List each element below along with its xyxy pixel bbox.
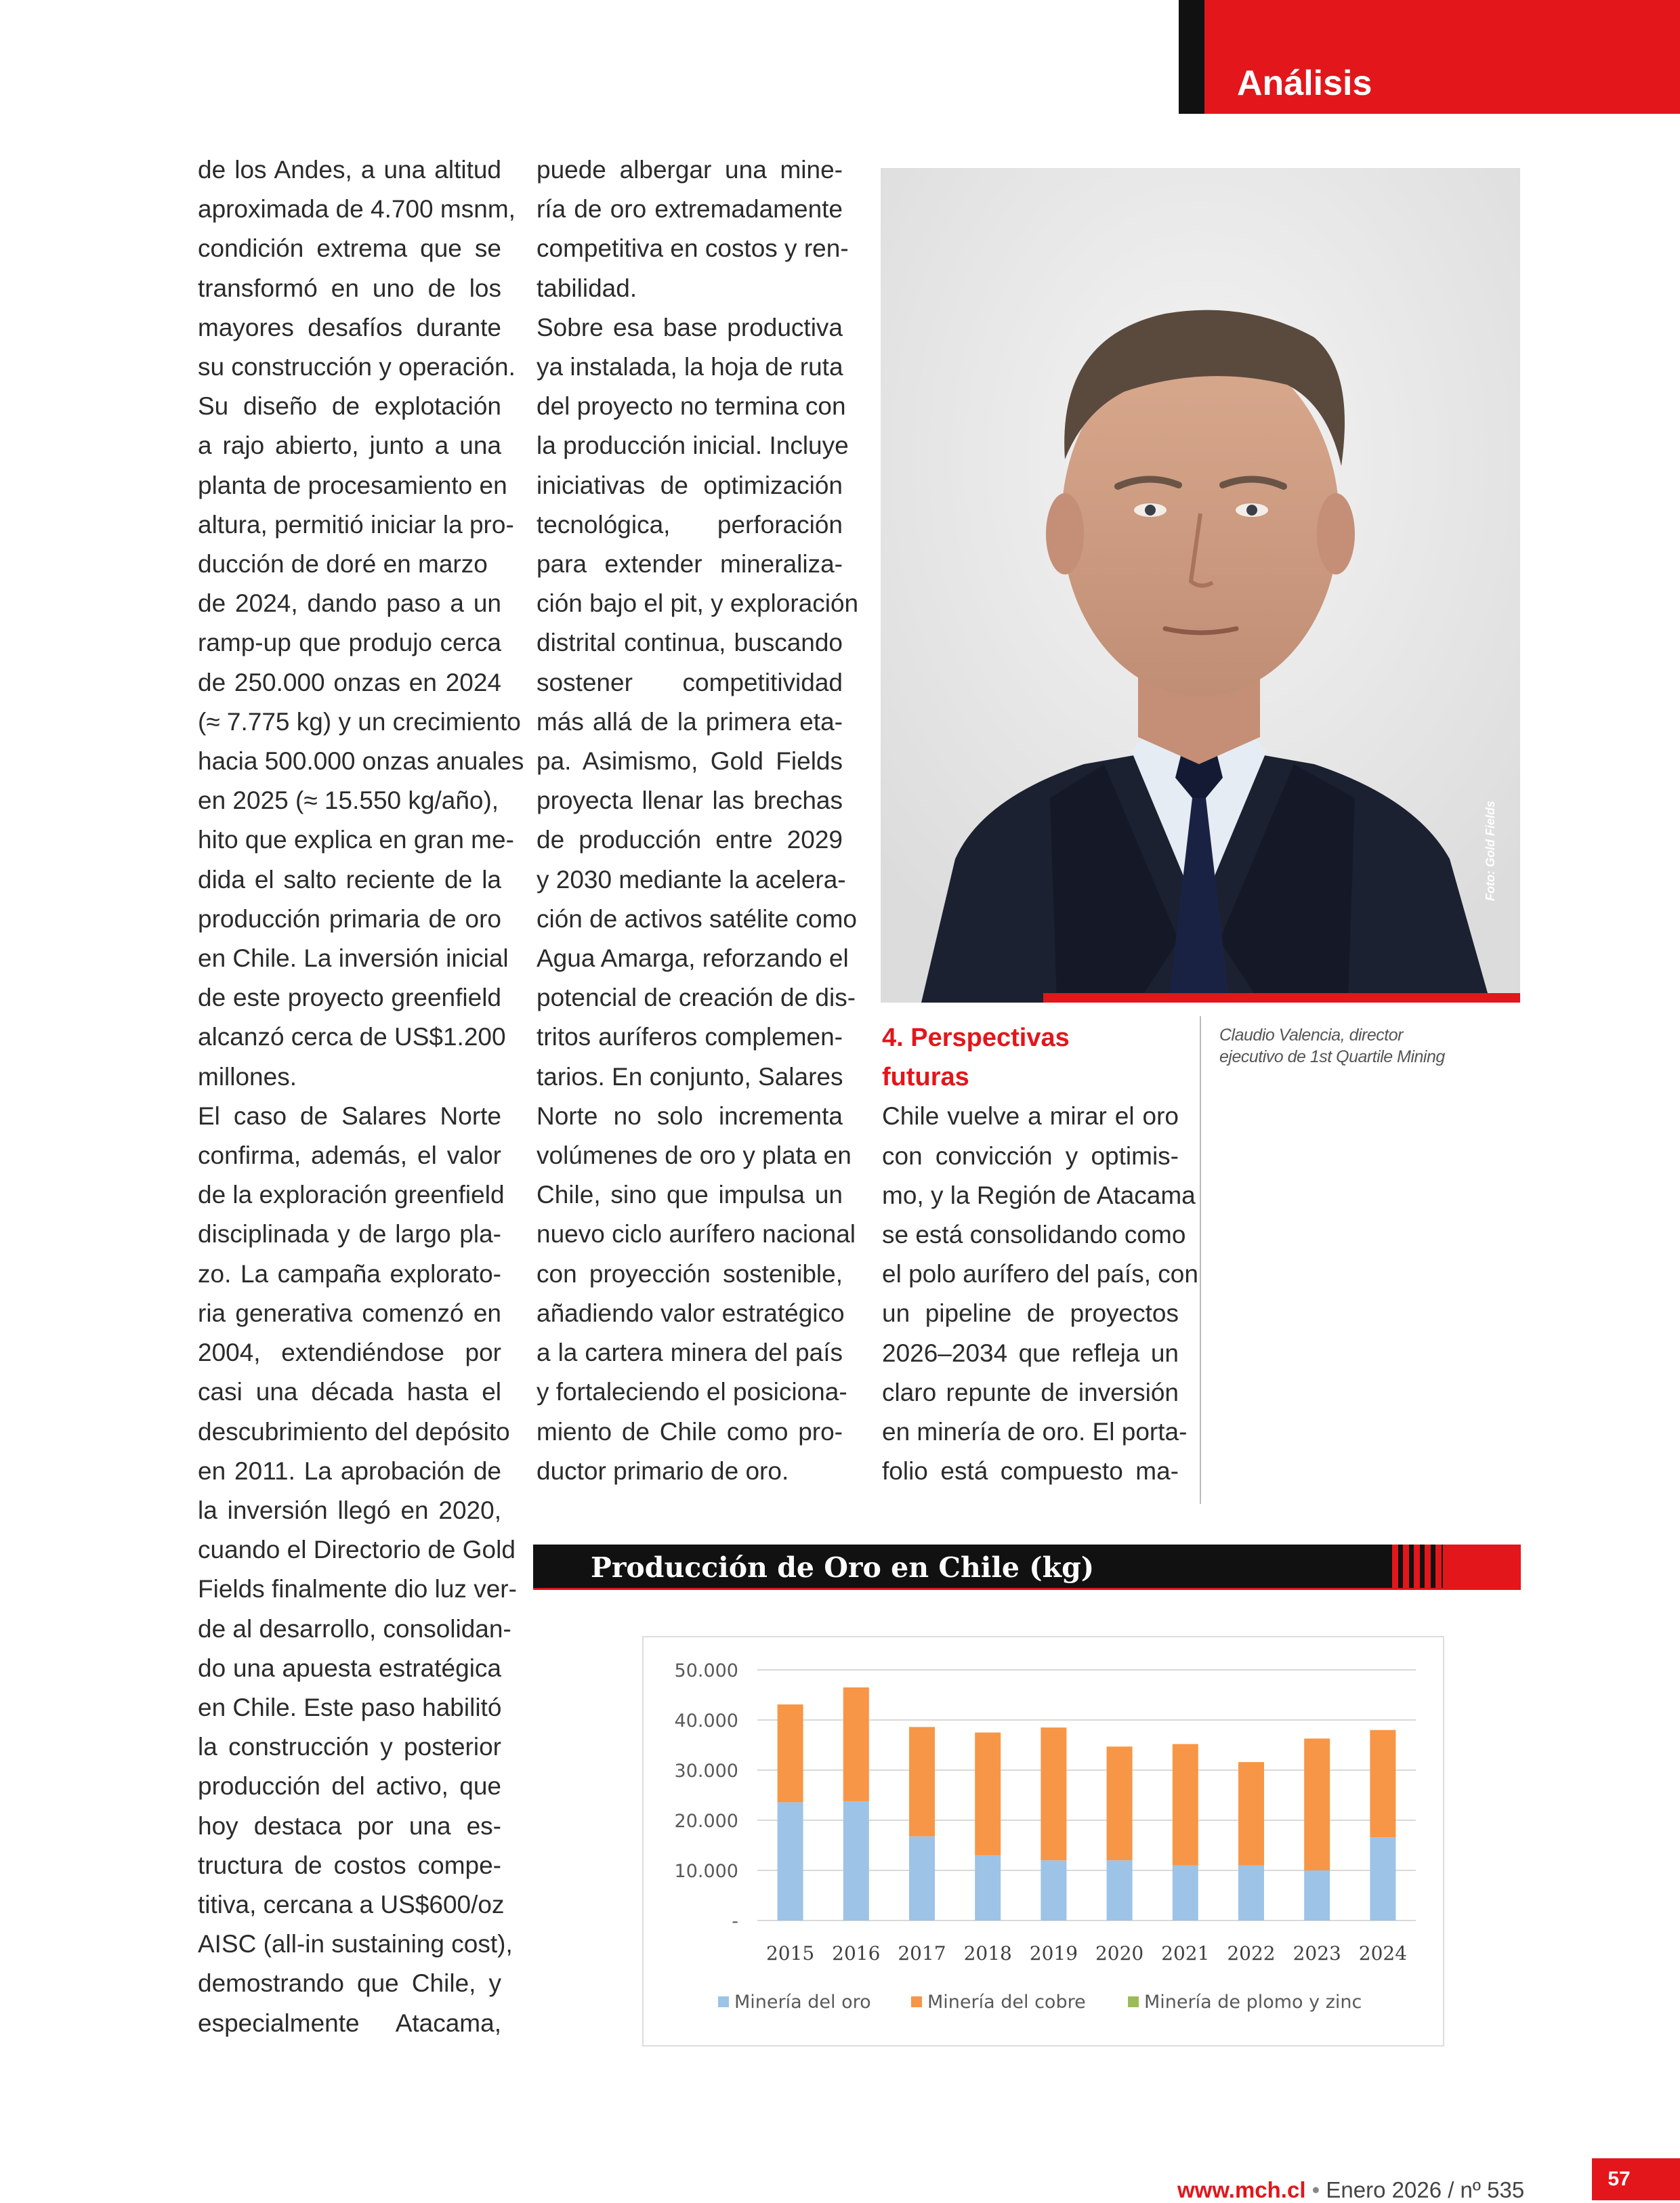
text-line: distrital continua, buscando	[537, 629, 843, 657]
text-line: Chile vuelve a mirar el oro	[882, 1102, 1179, 1131]
text-line: hoy destaca por una es-	[198, 1811, 501, 1840]
text-line: dida el salto reciente de la	[198, 865, 501, 894]
bar-segment	[843, 1801, 869, 1921]
bar-segment	[1238, 1866, 1264, 1921]
text-line: hito que explica en gran me-	[198, 826, 514, 854]
text-line: casi una década hasta el	[198, 1378, 501, 1406]
text-line: Sobre esa base productiva	[537, 313, 843, 341]
text-line: planta de procesamiento en	[198, 471, 507, 499]
footer-info	[1177, 2177, 1524, 2203]
text-line: ria generativa comenzó en	[198, 1299, 501, 1327]
caption-line: Claudio Valencia, director	[1219, 1026, 1403, 1045]
x-tick-label: 2021	[1161, 1942, 1210, 1965]
legend-swatch	[911, 1996, 922, 2007]
text-line: (≈ 7.775 kg) y un crecimiento	[198, 707, 521, 736]
text-line: de 2024, dando paso a un	[198, 589, 501, 618]
text-line: nuevo ciclo aurífero nacional	[537, 1220, 856, 1249]
bar-segment	[1173, 1744, 1198, 1866]
article-column-2	[537, 150, 859, 1491]
bar-segment	[1107, 1746, 1133, 1860]
text-line: ción de activos satélite como	[537, 904, 858, 933]
caption-line: ejecutivo de 1st Quartile Mining	[1219, 1047, 1445, 1066]
chart-header-accent	[1443, 1545, 1521, 1589]
text-line: en 2011. La aprobación de	[198, 1456, 501, 1485]
text-line: en 2025 (≈ 15.550 kg/año),	[198, 786, 499, 815]
text-line: AISC (all-in sustaining cost),	[198, 1930, 513, 1958]
text-line: millones.	[198, 1062, 297, 1091]
section-heading: 4. Perspectivas	[882, 1024, 1070, 1052]
text-line: claro repunte de inversión	[882, 1378, 1179, 1406]
text-line: aproximada de 4.700 msnm,	[198, 195, 516, 224]
caption-divider	[1200, 1016, 1201, 1504]
text-line: la inversión llegó en 2020,	[198, 1496, 501, 1524]
text-line: de al desarrollo, consolidan-	[198, 1614, 511, 1643]
section-heading: futuras	[882, 1063, 969, 1092]
bar-segment	[1370, 1730, 1395, 1837]
text-line: disciplinada y de largo pla-	[198, 1220, 501, 1249]
text-line: hacia 500.000 onzas anuales	[198, 747, 524, 776]
text-line: 2004, extendiéndose por	[198, 1339, 501, 1367]
text-line: se está consolidando como	[882, 1221, 1186, 1249]
footer-issue: Enero 2026 / nº 535	[1326, 2177, 1525, 2202]
text-line: volúmenes de oro y plata en	[537, 1141, 852, 1170]
text-line: condición extrema que se	[198, 234, 501, 263]
text-line: con convicción y optimis-	[882, 1141, 1179, 1170]
legend-label: Minería del cobre	[927, 1992, 1086, 2013]
bar-segment	[909, 1727, 935, 1836]
text-line: ramp-up que produjo cerca	[198, 629, 501, 657]
text-line: con proyección sostenible,	[537, 1259, 843, 1288]
footer-separator: •	[1311, 2177, 1320, 2202]
footer-url[interactable]: www.mch.cl	[1177, 2177, 1306, 2202]
text-line: un pipeline de proyectos	[882, 1299, 1179, 1328]
text-line: transformó en uno de los	[198, 274, 501, 302]
text-line: mayores desafíos durante	[198, 313, 501, 341]
bar-segment	[975, 1855, 1001, 1921]
chart-header-stripes	[1392, 1545, 1443, 1589]
bar-segment	[843, 1687, 869, 1801]
bar-segment	[778, 1704, 803, 1802]
text-line: a la cartera minera del país	[537, 1339, 843, 1367]
text-line: sostener competitividad	[537, 668, 843, 696]
text-line: ductor primario de oro.	[537, 1456, 789, 1485]
text-line: ción bajo el pit, y exploración	[537, 589, 859, 618]
text-line: Chile, sino que impulsa un	[537, 1181, 843, 1209]
text-line: Su diseño de explotación	[198, 392, 501, 421]
text-line: 2026–2034 que refleja un	[882, 1339, 1179, 1367]
text-line: miento de Chile como pro-	[537, 1417, 843, 1446]
legend-label: Minería de plomo y zinc	[1144, 1992, 1362, 2013]
text-line: Fields finalmente dio luz ver-	[198, 1575, 517, 1603]
text-line: tritos auríferos complemen-	[537, 1023, 843, 1051]
text-line: cuando el Directorio de Gold	[198, 1536, 516, 1564]
text-line: para extender mineraliza-	[537, 550, 843, 579]
text-line: ya instalada, la hoja de ruta	[537, 353, 843, 381]
x-tick-label: 2015	[765, 1942, 815, 1965]
x-tick-label: 2023	[1293, 1942, 1341, 1965]
article-column-1	[198, 150, 524, 2043]
photo-credit: Foto: Gold Fields	[1484, 801, 1497, 901]
text-line: titiva, cercana a US$600/oz	[198, 1890, 505, 1918]
article-column-3	[882, 1018, 1198, 1491]
text-line: la producción inicial. Incluye	[537, 432, 849, 460]
text-line: competitiva en costos y ren-	[537, 234, 849, 263]
text-line: confirma, además, el valor	[198, 1141, 501, 1170]
y-tick-label: 30.000	[674, 1761, 738, 1782]
photo-accent-bar	[1043, 993, 1520, 1003]
photo-caption	[1219, 1024, 1477, 1068]
bar-segment	[1370, 1837, 1395, 1921]
portrait-illustration	[881, 168, 1520, 1003]
y-tick-label: 20.000	[674, 1811, 738, 1832]
text-line: tabilidad.	[537, 274, 637, 302]
bar-segment	[1107, 1860, 1133, 1921]
bar-segment	[778, 1802, 803, 1921]
text-line: y 2030 mediante la acelera-	[537, 865, 846, 894]
text-line: tecnológica, perforación	[537, 510, 843, 539]
x-tick-label: 2022	[1227, 1942, 1276, 1965]
text-line: en Chile. Este paso habilitó	[198, 1693, 502, 1721]
text-line: y fortaleciendo el posiciona-	[537, 1378, 847, 1406]
text-line: altura, permitió iniciar la pro-	[198, 510, 514, 539]
text-line: más allá de la primera eta-	[537, 707, 843, 736]
bar-segment	[1238, 1762, 1264, 1865]
x-tick-label: 2016	[832, 1942, 881, 1965]
x-tick-label: 2024	[1358, 1942, 1408, 1965]
page-number: 57	[1608, 2168, 1631, 2190]
text-line: zo. La campaña explorato-	[198, 1259, 501, 1288]
legend-swatch	[1128, 1996, 1139, 2007]
text-line: folio está compuesto ma-	[882, 1457, 1179, 1486]
text-line: de la exploración greenfield	[198, 1181, 505, 1209]
bar-segment	[909, 1837, 935, 1921]
text-line: en Chile. La inversión inicial	[198, 944, 509, 973]
text-line: puede albergar una mine-	[537, 156, 843, 184]
bar-segment	[1304, 1738, 1330, 1870]
bar-segment	[975, 1733, 1001, 1855]
text-line: de este proyecto greenfield	[198, 984, 501, 1012]
chart-canvas	[644, 1637, 1443, 2045]
legend-label: Minería del oro	[734, 1992, 871, 2013]
x-tick-label: 2018	[963, 1942, 1012, 1965]
y-tick-label: -	[732, 1911, 738, 1932]
bar-segment	[1173, 1866, 1198, 1921]
text-line: a rajo abierto, junto a una	[198, 432, 501, 460]
text-line: iniciativas de optimización	[537, 471, 843, 499]
x-tick-label: 2020	[1095, 1942, 1144, 1965]
text-line: en minería de oro. El porta-	[882, 1418, 1188, 1446]
text-line: tructura de costos compe-	[198, 1851, 501, 1879]
chart-header-underline	[533, 1588, 1521, 1590]
text-line: pa. Asimismo, Gold Fields	[537, 747, 843, 776]
text-line: de 250.000 onzas en 2024	[198, 668, 501, 696]
legend-swatch	[718, 1996, 729, 2007]
text-line: de los Andes, a una altitud	[198, 156, 501, 184]
y-tick-label: 50.000	[674, 1660, 738, 1681]
text-line: ducción de doré en marzo	[198, 550, 488, 579]
text-line: su construcción y operación.	[198, 353, 516, 381]
text-line: mo, y la Región de Atacama	[882, 1181, 1196, 1209]
text-line: ría de oro extremadamente	[537, 195, 843, 224]
text-line: Agua Amarga, reforzando el	[537, 944, 849, 973]
text-line: descubrimiento del depósito	[198, 1417, 510, 1446]
x-tick-label: 2017	[898, 1942, 946, 1965]
text-line: tarios. En conjunto, Salares	[537, 1062, 843, 1091]
bar-segment	[1041, 1860, 1066, 1921]
text-line: do una apuesta estratégica	[198, 1654, 501, 1682]
bar-segment	[1304, 1870, 1330, 1921]
bar-segment	[1041, 1727, 1066, 1860]
text-line: añadiendo valor estratégico	[537, 1299, 845, 1327]
chart-title: Producción de Oro en Chile (kg)	[591, 1551, 1095, 1584]
x-tick-label: 2019	[1029, 1942, 1078, 1965]
text-line: demostrando que Chile, y	[198, 1969, 501, 1998]
y-tick-label: 10.000	[674, 1861, 738, 1882]
text-line: potencial de creación de dis-	[537, 984, 856, 1012]
text-line: la construcción y posterior	[198, 1733, 501, 1761]
text-line: producción primaria de oro	[198, 904, 501, 933]
portrait-photo	[881, 168, 1520, 1003]
section-header-black	[1179, 0, 1204, 114]
text-line: Norte no solo incrementa	[537, 1102, 843, 1130]
text-line: producción del activo, que	[198, 1772, 501, 1801]
text-line: alcanzó cerca de US$1.200	[198, 1023, 506, 1051]
text-line: El caso de Salares Norte	[198, 1102, 501, 1130]
text-line: proyecta llenar las brechas	[537, 786, 843, 815]
gold-production-chart	[642, 1636, 1444, 2047]
text-line: de producción entre 2029	[537, 826, 843, 854]
section-label: Análisis	[1237, 64, 1372, 103]
text-line: el polo aurífero del país, con	[882, 1260, 1198, 1288]
text-line: especialmente Atacama,	[198, 2009, 501, 2037]
y-tick-label: 40.000	[674, 1711, 738, 1732]
text-line: del proyecto no termina con	[537, 392, 846, 421]
